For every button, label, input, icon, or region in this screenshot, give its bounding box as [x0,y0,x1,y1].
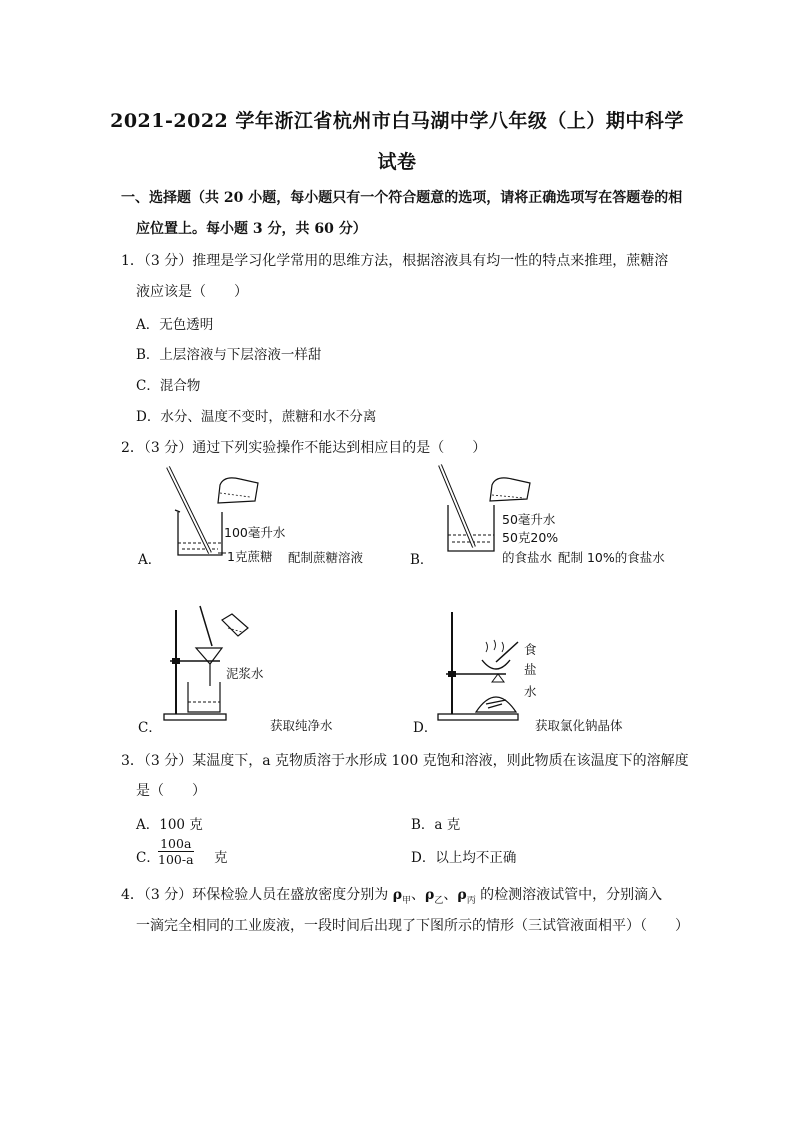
question-3-stem: 3．（3 分）某温度下，a 克物质溶于水形成 100 克饱和溶液，则此物质在该温度下的溶解度 [121,753,689,769]
q3-option-c-letter: C． [136,850,160,866]
q1-option-a: A．无色透明 [136,317,214,333]
question-1-stem-cont: 液应该是（ ） [136,284,248,300]
q2-b-label-1: 50毫升水 [502,512,556,527]
q3-option-b: B．a 克 [411,817,461,833]
section-header-cont: 应位置上。每小题 3 分，共 60 分） [136,221,367,237]
question-2-stem: 2．（3 分）通过下列实验操作不能达到相应目的是（ ） [121,440,487,456]
q4-sep-1: 、 [411,887,426,903]
rho-symbol: ρ [392,887,403,903]
q3-option-d: D．以上均不正确 [411,850,517,866]
q2-d-label-2: 盐 [524,662,537,677]
rho-sub-1: 甲 [402,895,412,906]
question-1-stem: 1．（3 分）推理是学习化学常用的思维方法，根据溶液具有均一性的特点来推理，蔗糖溶 [121,253,669,269]
q2-b-label-2: 50克20% [502,530,559,545]
rho-symbol: ρ [425,887,435,903]
q2-a-water-label: 100毫升水 [224,525,286,540]
question-4-stem-cont: 一滴完全相同的工业废液，一段时间后出现了下图所示的情形（三试管液面相平）（ ） [136,918,689,934]
q3-option-c-unit: 克 [214,850,228,866]
q2-d-label-1: 食 [524,642,537,657]
page-title: 2021-2022 学年浙江省杭州市白马湖中学八年级（上）期中科学 [110,110,684,132]
fraction-numerator: 100a [158,836,194,852]
q4-sep-2: 、 [443,887,458,903]
rho-sub-2: 乙 [434,895,444,906]
q4-stem-post: 的检测溶液试管中，分别滴入 [475,887,663,903]
q1-option-d: D．水分、温度不变时，蔗糖和水不分离 [136,409,377,425]
question-3-stem-cont: 是（ ） [136,783,206,799]
q1-option-c: C．混合物 [136,378,201,394]
section-header: 一、选择题（共 20 小题，每小题只有一个符合题意的选项，请将正确选项写在答题卷的相 [121,190,683,206]
q2-a-sugar-label: 1克蔗糖 [227,549,273,564]
q2-option-d-letter: D． [413,720,438,736]
q2-d-label-3: 水 [524,684,537,699]
q2-a-caption: 配制蔗糖溶液 [288,550,364,565]
rho-symbol: ρ [457,887,467,903]
q2-option-b-letter: B． [410,552,434,568]
question-4-stem [121,884,662,906]
fraction-denominator: 100-a [158,852,194,867]
q2-d-caption: 获取氯化钠晶体 [535,718,623,733]
q2-c-caption: 获取纯净水 [270,718,333,733]
rho-sub-3: 丙 [466,895,476,906]
q3-option-a: A．100 克 [136,817,203,833]
q1-option-b: B．上层溶液与下层溶液一样甜 [136,347,322,363]
q2-c-mud-label: 泥浆水 [226,666,264,681]
q3-option-c-fraction [158,836,194,867]
q2-b-label-3: 的食盐水 [502,550,553,565]
page-title-cont: 试卷 [377,151,417,173]
q2-option-a-letter: A． [138,552,162,568]
q4-stem-pre: 4．（3 分）环保检验人员在盛放密度分别为 [121,887,393,903]
q2-option-c-letter: C． [138,720,162,736]
q2-b-caption: 配制 10%的食盐水 [558,550,665,565]
